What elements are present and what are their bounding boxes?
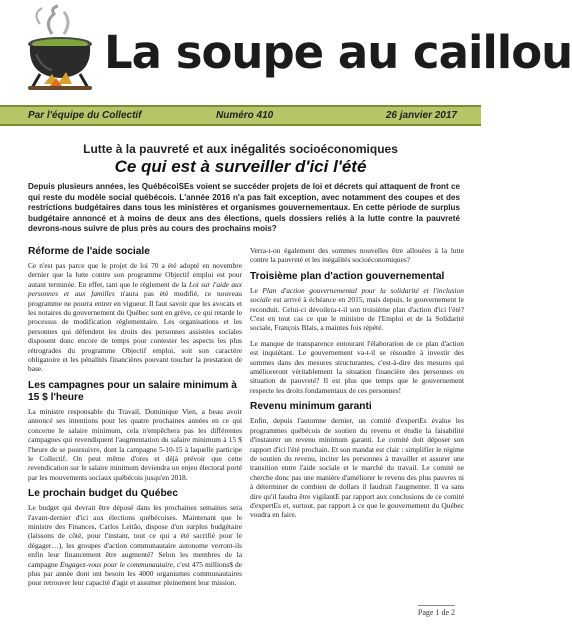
paragraph-aide-sociale: Ce n'est pas parce que le projet de loi 70 a été adopté en novembre dernier que la lutte contre son programme Objectif emploi est pour autant terminée. En effet, tant que le règlement de la Loi sur l'aide aux personnes et aux familles n'aura pas été modifié, ce nouveau programme ne pourra entrer en vigueur. Il faut savoir que les avocats et les notaires du gouvernement du Québec sont en grève, ce qui retarde le processus de modification réglementaire. Les organisations et les personnes qui défendent les droits des personnes assistées sociales disposent donc encore de temps pour contester les aspects les plus rétrogrades du programme Objectif emploi, soit son caractère obligatoire et les pénalités financières pouvant toucher la prestation de base. bbox=[28, 261, 243, 374]
section-heading-budget: Le prochain budget du Québec bbox=[28, 488, 178, 500]
paragraph-plan-1: Le Plan d'action gouvernemental pour la solidarité et l'inclusion sociale est arrivé à échéance en 2015, mais depuis, le gouvernement le reconduit. Celui-ci dévoilera-t-il son troisième plan d'action d'ici l'été? C'est en tout cas ce que le ministre de l'Emploi et de la Solidarité sociale, François Blais, a maintes fois répété. bbox=[250, 285, 464, 333]
article-headline: Ce qui est à surveiller d'ici l'été bbox=[114, 157, 367, 176]
paragraph-salaire: La ministre responsable du Travail, Dominique Vien, a beau avoir annoncé ses intentions pour les quatre prochaines années en ce qui concerne le salaire minimum, cela n'empêchera pas les différentes campagnes qui revendiquent l'augmentation du salaire minimum à 15 $ l'heure de se poursuivre, dont la campagne 5-10-15 à laquelle participe le Collectif. On peut même d'ores et déjà prévoir que cette revendication sur le salaire minimum deviendra un enjeu électoral porté par les mouvements sociaux québécois jusqu'en 2018. bbox=[28, 406, 242, 482]
paragraph-budget-continued: Verra-t-on également des sommes nouvelles être allouées à la lutte contre la pauvreté et les inégalités socioéconomiques? bbox=[250, 246, 464, 265]
column-left bbox=[28, 246, 242, 594]
section-heading-plan: Troisième plan d'action gouvernemental bbox=[250, 270, 445, 282]
issue-band bbox=[0, 105, 481, 126]
section-heading-salaire: Les campagnes pour un salaire minimum à 15 $ l'heure bbox=[28, 379, 237, 403]
paragraph-plan-2: Le manque de transparence entourant l'élaboration de ce plan d'action est inquiétant. Le gouvernement va-t-il se résoudre à investir des sommes dans des mesures structurantes, c'est-à-dire des mesures qui amélioreront véritablement la situation financière des personnes en situation de pauvreté? Il est plus que temps que le gouvernement respecte les droits fondamentaux de ces personnes! bbox=[250, 338, 464, 395]
paragraph-budget: Le budget qui devrait être déposé dans les prochaines semaines sera l'avant-dernier d'ici aux élections québécoises. Maintenant que le ministre des Finances, Carlos Leitão, dispose d'un surplus budgétaire (laissons de côté, pour l'instant, tout ce qui a été sacrifié pour le dégager…), les groupes d'action communautaire autonome verront-ils enfin leur financement être augmenté? Selon les membres de la campagne Engagez-vous pour le communautaire, c'est 475 millions$ de plus par année dont ont besoin les 4000 organismes communautaires pour retrouver leur capacité d'agir et assumer pleinement leur mission. bbox=[28, 503, 242, 588]
article-subtitle: Lutte à la pauvreté et aux inégalités socioéconomiques bbox=[83, 142, 398, 156]
issue-number: Numéro 410 bbox=[216, 110, 274, 121]
by-line: Par l'équipe du Collectif bbox=[28, 110, 142, 121]
masthead bbox=[0, 0, 572, 108]
column-right bbox=[250, 246, 464, 526]
section-heading-aide-sociale: Réforme de l'aide sociale bbox=[28, 246, 150, 257]
page-number: Page 1 de 2 bbox=[418, 605, 455, 617]
issue-date: 26 janvier 2017 bbox=[385, 110, 457, 121]
article-intro: Depuis plusieurs années, les QuébécoiSEs voient se succéder projets de loi et décrets qui attaquent de front ce qui reste du modèle social québécois. L'année 2016 n'a pas fait exception, avec notamment des coupes et des restrictions budgétaires dans tous les ministères et organismes gouvernementaux. En cette période de surplus budgétaire annoncé et à moins de deux ans des élections, quels dossiers reliés à la lutte contre la pauvreté devrons-nous suivre de plus près au cours des prochains mois? bbox=[28, 182, 460, 234]
cauldron-icon bbox=[22, 4, 98, 92]
newsletter-title: La soupe au caillou bbox=[104, 26, 572, 79]
section-heading-revenu: Revenu minimum garanti bbox=[250, 401, 372, 413]
paragraph-revenu: Enfin, depuis l'automne dernier, un comité d'expertEs évalue les programmes québécois de soutien du revenu et étudie la faisabilité d'instaurer un revenu minimum garanti. Le comité doit déposer son rapport d'ici l'été prochain. Et son mandat est clair : simplifier le régime de soutien du revenu, inciter les personnes à travailler et assurer une transition entre l'aide sociale et le marché du travail. Le comité ne cherche donc pas une manière d'améliorer le revenu des plus pauvres ni à déterminer de combien de dollars il faudrait l'augmenter. Il va sans dire qu'il faudra être vigilantE par rapport aux conclusions de ce comité d'expertEs et, surtout, par rapport à ce que le gouvernement du Québec voudra en faire. bbox=[250, 416, 464, 520]
